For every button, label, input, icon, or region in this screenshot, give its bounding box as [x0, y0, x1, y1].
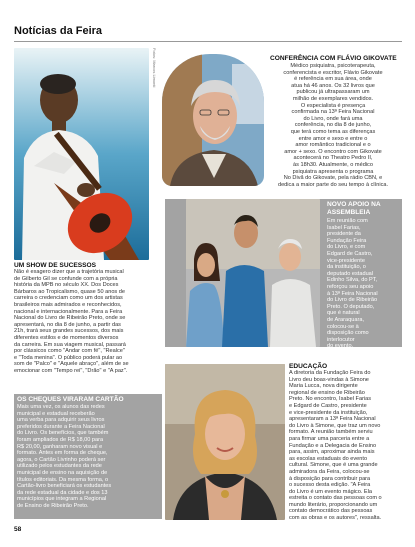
article-cartao-body: Mais uma vez, os alunos das redes municipal e estadual receberão uma verba para adquirir seus livros preferidos durante a Feira Nacional do Livro. Os benefícios, que também foram ampliados de R$ 18,00 para R$ 20,00, ganharam novo visual e formato. Antes em forma de cheque, agora, o Cartão Livrinho poderá ser utilizado pelos estudantes da rede municipal de ensino na aquisição de títulos editoriais. Da mesma forma, o Cartão-livro beneficiará os estudantes da rede estadual da cidade e dos 13 municípios que integram a Regional de Ensino de Ribeirão Preto.: [17, 404, 112, 509]
header-rule: [14, 41, 402, 42]
article-gikovate-body: Médico psiquiatra, psicoterapeuta, conferencista e escritor, Flávio Gikovate é referência em sua área, onde atua há 46 anos. Os 32 livros que publicou já ultrapassaram um milhão de exemplares vendidos. O especialista é presença confirmada na 13ª Feira Nacional do Livro, onde fará uma conferência, no dia 8 de junho, que terá como tema as diferenças entre amor e sexo e entre o amor romântico tradicional e o amor + sexo. O encontro com Gikovate acontecerá no Theatro Pedro II, às 18h30. Atualmente, o médico psiquiatra apresenta o programa No Divã do Gikovate, pela rádio CBN, e dedica a maior parte do seu tempo à clínica.: [277, 63, 389, 188]
photo-simone-lucca: [165, 364, 285, 520]
photo-credit: Fotos: Marcos Limonti: [152, 48, 157, 88]
photo-reuniao-assembleia: [186, 199, 320, 347]
article-gil-body: Não é exagero dizer que a trajetória musical de Gilberto Gil se confunde com a própria história da MPB no século XX. Dos Doces Bárbaros ao Tropicalismo, quase 50 anos de carreira o credenciam como um dos artistas brasileiros mais admirados e reconhecidos, nacional e internacionalmente. Para a Feira Nacional do Livro de Ribeirão Preto, onde se apresentará, no dia 8 de junho, a partir das 21h, trará seus grandes sucessos, dos mais diferentes estilos e de momentos diversos da carreira. Em sua viagem musical, passará por clássicos como "Andar com fé", "Realce" e "Toda menina". O público poderá pular ao som de "Palco" e "Aquele abraço", além de se emocionar com "Tempo rei", "Drão" e "A paz".: [14, 269, 129, 374]
article-cartao-heading: OS CHEQUES VIRARAM CARTÃO: [17, 396, 124, 403]
page-number: 58: [14, 526, 22, 533]
photo-flavio-gikovate: [162, 54, 264, 186]
article-educacao-body: A diretoria da Fundação Feira do Livro deu boas-vindas à Simone Maria Lucca, nova dirigente regional de ensino de Ribeirão Preto. No encontro, Isabel Farias e Edgard de Castro, presidente e vice-presidente da instituição, apresentaram a 13ª Feira Nacional do Livro à Simone, que traz um novo formato. A reunião também serviu para firmar uma parceria entre a Fundação e a Delegacia de Ensino para, assim, aproximar ainda mais as escolas estaduais do evento cultural. Simone, que é uma grande admiradora da Feira, colocou-se à disposição para contribuir para o sucesso desta edição. "A Feira do Livro é um evento mágico. Ela estreita o contato das pessoas com o mundo literário, proporcionando um contato democrático das pessoas com as obras e os autores", ressalta.: [289, 370, 382, 522]
section-title: Notícias da Feira: [14, 25, 103, 37]
article-gil-heading: UM SHOW DE SUCESSOS: [14, 262, 97, 269]
photo-gilberto-gil: [14, 48, 149, 260]
article-apoio-body: Em reunião com Isabel Farias, presidente da Fundação Feira do Livro, e com Edgard de Castro, vice-presidente da instituição, o deputado estadual Edinho Silva, do PT, reforçou seu apoio à 13ª Feira Nacional do Livro de Ribeirão Preto. O deputado, que é natural de Araraquara, colocou-se à disposição como interlocutor do evento.: [327, 218, 378, 350]
article-apoio-heading: NOVO APOIO NA ASSEMBLEIA: [327, 201, 381, 216]
article-gikovate-heading: CONFERÊNCIA COM FLÁVIO GIKOVATE: [270, 55, 397, 62]
article-educacao-heading: EDUCAÇÃO: [289, 363, 328, 370]
